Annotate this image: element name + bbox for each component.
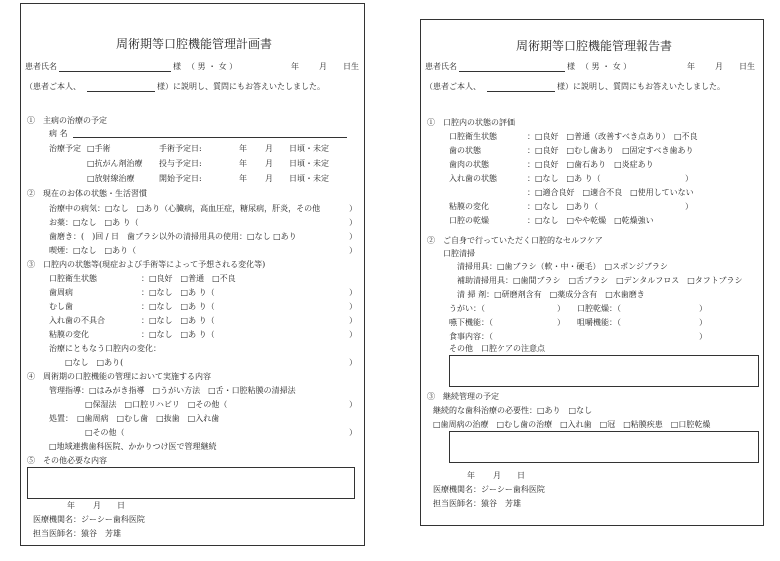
hygiene-value: ：□良好 □普通（改善すべき点あり） □不良	[527, 132, 698, 141]
patient-honorific: 様	[567, 62, 575, 71]
treatment-other-end: ）	[349, 428, 357, 437]
patient-name-label: 患者氏名	[425, 62, 457, 71]
treatment-other: □その他（	[85, 428, 125, 437]
mucosa-label: 粘膜の変化	[449, 202, 489, 211]
denture-end: ）	[685, 174, 693, 183]
institution-name: 医療機関名：ジーシー歯科医院	[433, 485, 545, 494]
dentist-name: 担当医師名：猿谷 芳雄	[33, 529, 121, 538]
mucosa-end: ）	[685, 202, 693, 211]
guidance-end: ）	[349, 400, 357, 409]
consent-prefix: （患者ご本人、	[425, 82, 481, 91]
section2-heading: ② 現在のお体の状態・生活習慣	[27, 189, 147, 198]
footer-year: 年	[467, 471, 475, 480]
current-illness-end: ）	[349, 204, 357, 213]
gargle-end: ）	[557, 304, 565, 313]
patient-sex-field: （ 男 ・ 女 ）	[187, 62, 238, 71]
consent-suffix: 様）に説明し、質問にもお答えいたしました。	[557, 82, 725, 91]
plan-chemo: □抗がん剤治療	[87, 159, 143, 168]
plan-chemo-date-label: 投与予定日:	[159, 159, 202, 168]
mucosa-end: ）	[349, 330, 357, 339]
patient-sex-field: （ 男 ・ 女 ）	[581, 62, 632, 71]
diet-end: ）	[699, 332, 707, 341]
plan-radiation: □放射線治療	[87, 174, 135, 183]
section4-heading: ④ 周術期の口腔機能の管理において実施する内容	[27, 372, 211, 381]
chew-end: ）	[699, 318, 707, 327]
cleaning-agents: 清 掃 剤：□研磨剤含有 □薬成分含有 □水歯磨き	[457, 290, 645, 299]
footer-day: 日	[117, 501, 125, 510]
mucosa-label: 粘膜の変化	[49, 330, 89, 339]
footer-month: 月	[93, 501, 101, 510]
brushing: 歯磨き：( )回 / 日 歯ブラシ以外の清掃用具の使用：□なし □あり	[49, 232, 297, 241]
treatment-change-end: ）	[349, 358, 357, 367]
dryness-value: ：□なし □やや乾燥 □乾燥強い	[527, 216, 654, 225]
plan-chemo-day: 日頃・未定	[289, 159, 329, 168]
patient-honorific: 様	[173, 62, 181, 71]
plan-chemo-month: 月	[265, 159, 273, 168]
perio-end: ）	[349, 288, 357, 297]
plan-surgery-year: 年	[239, 144, 247, 153]
patient-name-label: 患者氏名	[25, 62, 57, 71]
diet-label: 食事内容：（	[449, 332, 493, 341]
swallow-label: 嚥下機能：（	[449, 318, 493, 327]
guidance-options-2: □保湿法 □口腔リハビリ □その他（	[85, 400, 228, 409]
dry-label: 口腔乾燥：（	[577, 304, 621, 313]
plan-surgery-date-label: 手術予定日:	[159, 144, 202, 153]
hygiene-label: 口腔衛生状態	[449, 132, 497, 141]
plan-title: 周術期等口腔機能管理計画書	[116, 37, 273, 51]
perio-value: ：□なし □あ り（	[141, 288, 215, 297]
treatment-change-label: 治療にともなう口腔内の変化：	[49, 344, 161, 353]
swallow-end: ）	[557, 318, 565, 327]
regional-cooperation: □地域連携歯科医院、かかりつけ医で管理継続	[49, 442, 217, 451]
current-illness: 治療中の病気：□なし □あり（心臓病，高血圧症，糖尿病，肝炎，その他	[49, 204, 321, 213]
plan-chemo-year: 年	[239, 159, 247, 168]
section1-heading: ① 主病の治療の予定	[27, 116, 107, 125]
consent-suffix: 様）に説明し、質問にもお答えいたしました。	[157, 82, 325, 91]
disease-label: 病 名	[49, 129, 68, 138]
consent-name-line	[87, 91, 155, 92]
patient-name-line	[459, 71, 565, 72]
mucosa-value: ：□なし □あり（	[527, 202, 599, 211]
denture-end: ）	[349, 316, 357, 325]
continued-care-box[interactable]	[449, 431, 759, 463]
smoking-end: ）	[349, 246, 357, 255]
medicine-end: ）	[349, 218, 357, 227]
mucosa-value: ：□なし □あ り（	[141, 330, 215, 339]
plan-surgery-day: 日頃・未定	[289, 144, 329, 153]
caries-label: むし歯	[49, 302, 73, 311]
plan-radiation-day: 日頃・未定	[289, 174, 329, 183]
gum-label: 歯肉の状態	[449, 160, 489, 169]
care-notes-label: その他 口腔ケアの注意点	[449, 344, 545, 353]
medicine: お薬：□なし □あ り（	[49, 218, 139, 227]
section5-heading: ⑤ その他必要な内容	[27, 456, 107, 465]
disease-line	[73, 137, 347, 138]
consent-name-line	[487, 91, 555, 92]
section3-heading: ③ 継続管理の予定	[427, 392, 499, 401]
birth-year-label: 年	[687, 62, 695, 71]
gum-value: ：□良好 □歯石あり □炎症あり	[527, 160, 654, 169]
continued-care-items: □歯周病の治療 □むし歯の治療 □入れ歯 □冠 □粘膜疾患 □口腔乾燥	[433, 420, 711, 429]
section1-heading: ① 口腔内の状態の評価	[427, 118, 515, 127]
smoking: 喫煙：□なし □あり（	[49, 246, 137, 255]
patient-name-line	[59, 71, 171, 72]
report-title: 周術期等口腔機能管理報告書	[516, 39, 673, 53]
denture-fit: ：□適合良好 □適合不良 □使用していない	[527, 188, 694, 197]
dryness-label: 口腔の乾燥	[449, 216, 489, 225]
cleaning-tools: 清掃用具：□歯ブラシ（軟・中・硬毛） □スポンジブラシ	[457, 262, 668, 271]
institution-name: 医療機関名：ジーシー歯科医院	[33, 515, 145, 524]
birth-month-label: 月	[715, 62, 723, 71]
plan-document-page	[20, 3, 365, 546]
hygiene-value: ：□良好 □普通 □不良	[141, 274, 236, 283]
denture-value: ：□なし □あ り（	[527, 174, 601, 183]
guidance-options: 管理指導：□はみがき指導 □うがい方法 □舌・口腔粘膜の清掃法	[49, 386, 296, 395]
footer-year: 年	[67, 501, 75, 510]
footer-day: 日	[517, 471, 525, 480]
section2-heading: ② ご自身で行っていただく口腔的なセルフケア	[427, 236, 603, 245]
footer-month: 月	[493, 471, 501, 480]
treatment-change-value: □なし □あり(	[65, 358, 124, 367]
birth-month-label: 月	[319, 62, 327, 71]
plan-radiation-month: 月	[265, 174, 273, 183]
caries-end: ）	[349, 302, 357, 311]
section3-heading: ③ 口腔内の状態等(現症および手術等によって予想される変化等)	[27, 260, 266, 269]
hygiene-label: 口腔衛生状態	[49, 274, 97, 283]
brushing-end: ）	[349, 232, 357, 241]
plan-radiation-date-label: 開始予定日:	[159, 174, 202, 183]
continued-care-need: 継続的な歯科治療の必要性：□あり □なし	[433, 406, 593, 415]
tooth-label: 歯の状態	[449, 146, 481, 155]
other-notes-box[interactable]	[27, 467, 355, 499]
aux-cleaning-tools: 補助清掃用具：□歯間ブラシ □舌ブラシ □デンタルフロス □タフトブラシ	[457, 276, 743, 285]
consent-prefix: （患者ご本人、	[25, 82, 81, 91]
perio-label: 歯周病	[49, 288, 73, 297]
plan-radiation-year: 年	[239, 174, 247, 183]
denture-value: ：□なし □あ り（	[141, 316, 215, 325]
plan-surgery: □手術	[87, 144, 111, 153]
plan-surgery-month: 月	[265, 144, 273, 153]
birth-day-label: 日生	[343, 62, 359, 71]
dentist-name: 担当医師名：猿谷 芳雄	[433, 499, 521, 508]
denture-label: 入れ歯の不具合	[49, 316, 105, 325]
dry-end: ）	[699, 304, 707, 313]
gargle-label: うがい：（	[449, 304, 485, 313]
oral-cleaning-label: 口腔清掃	[443, 249, 475, 258]
denture-label: 入れ歯の状態	[449, 174, 497, 183]
chew-label: 咀嚼機能：（	[577, 318, 621, 327]
treatment-options: 処置： □歯周病 □むし歯 □抜歯 □入れ歯	[49, 414, 220, 423]
tooth-value: ：□良好 □むし歯あり □固定すべき歯あり	[527, 146, 694, 155]
birth-year-label: 年	[291, 62, 299, 71]
treatment-plan-label: 治療予定	[49, 144, 81, 153]
birth-day-label: 日生	[739, 62, 755, 71]
report-document-page	[420, 19, 764, 526]
caries-value: ：□なし □あ り（	[141, 302, 215, 311]
care-notes-box[interactable]	[449, 355, 759, 387]
